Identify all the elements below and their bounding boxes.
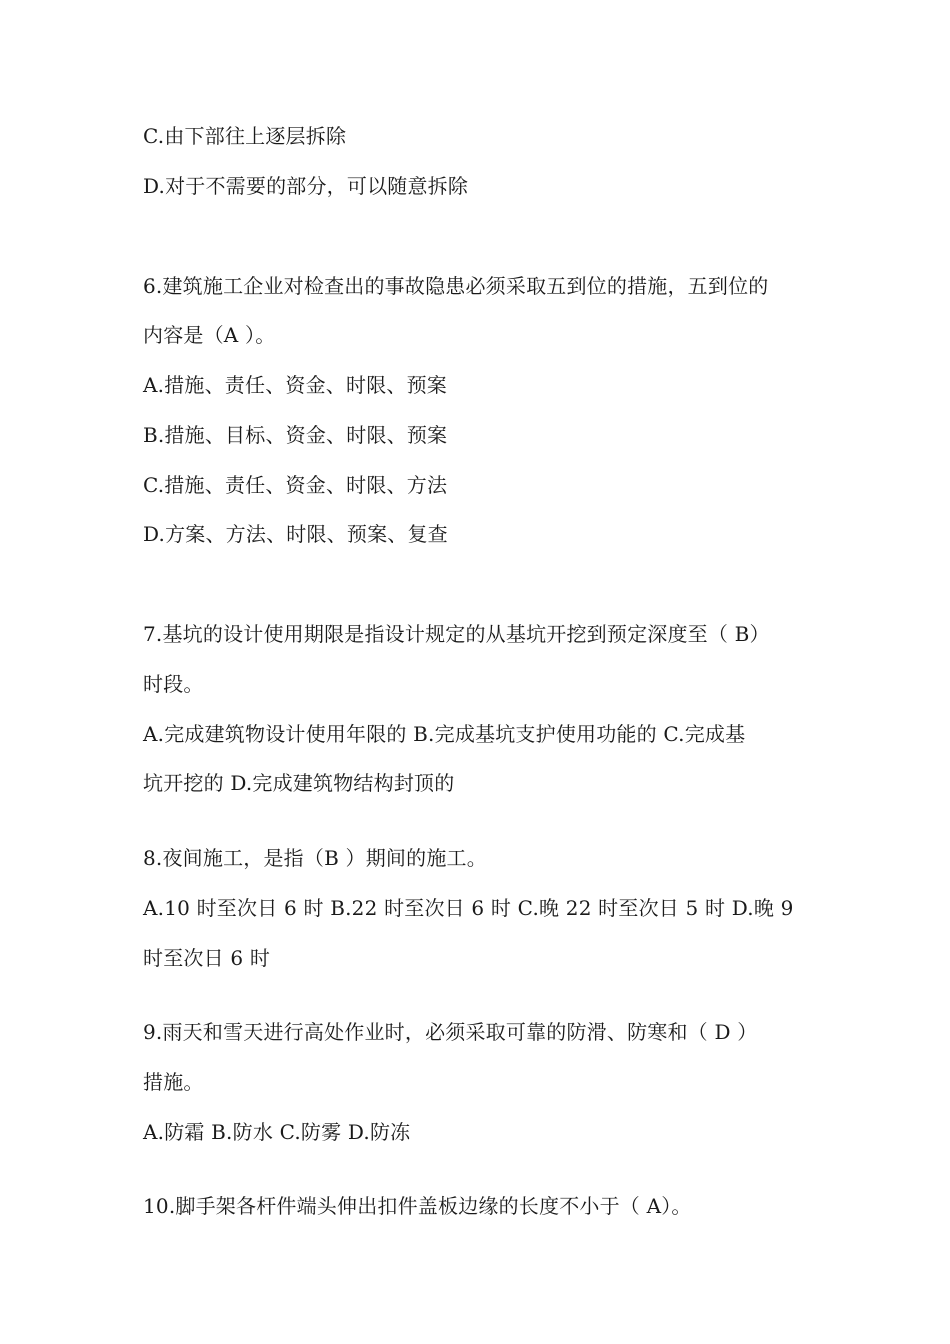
option-6a: A.措施、责任、资金、时限、预案 <box>143 373 448 397</box>
question-6-line-2: 内容是（A ）。 <box>143 323 276 347</box>
question-7-line-1: 7.基坑的设计使用期限是指设计规定的从基坑开挖到预定深度至（ B） <box>143 622 770 646</box>
question-8: 8.夜间施工，是指（B ）期间的施工。 <box>143 846 487 870</box>
question-6-line-1: 6.建筑施工企业对检查出的事故隐患必须采取五到位的措施，五到位的 <box>143 274 769 298</box>
question-10: 10.脚手架各杆件端头伸出扣件盖板边缘的长度不小于（ A）。 <box>143 1194 692 1218</box>
options-7-line-2: 坑开挖的 D.完成建筑物结构封顶的 <box>143 771 455 795</box>
option-6c: C.措施、责任、资金、时限、方法 <box>143 473 448 497</box>
options-7-line-1: A.完成建筑物设计使用年限的 B.完成基坑支护使用功能的 C.完成基 <box>143 722 746 746</box>
question-9-line-2: 措施。 <box>143 1070 204 1094</box>
question-9-line-1: 9.雨天和雪天进行高处作业时，必须采取可靠的防滑、防寒和（ D ） <box>143 1020 758 1044</box>
option-6d: D.方案、方法、时限、预案、复查 <box>143 522 448 546</box>
options-9: A.防霜 B.防水 C.防雾 D.防冻 <box>143 1120 411 1144</box>
option-5c: C.由下部往上逐层拆除 <box>143 124 347 148</box>
options-8-line-2: 时至次日 6 时 <box>143 946 271 970</box>
question-7-line-2: 时段。 <box>143 672 204 696</box>
option-5d: D.对于不需要的部分，可以随意拆除 <box>143 174 469 198</box>
option-6b: B.措施、目标、资金、时限、预案 <box>143 423 448 447</box>
options-8-line-1: A.10 时至次日 6 时 B.22 时至次日 6 时 C.晚 22 时至次日 5 时 D.晚 9 <box>143 896 794 920</box>
